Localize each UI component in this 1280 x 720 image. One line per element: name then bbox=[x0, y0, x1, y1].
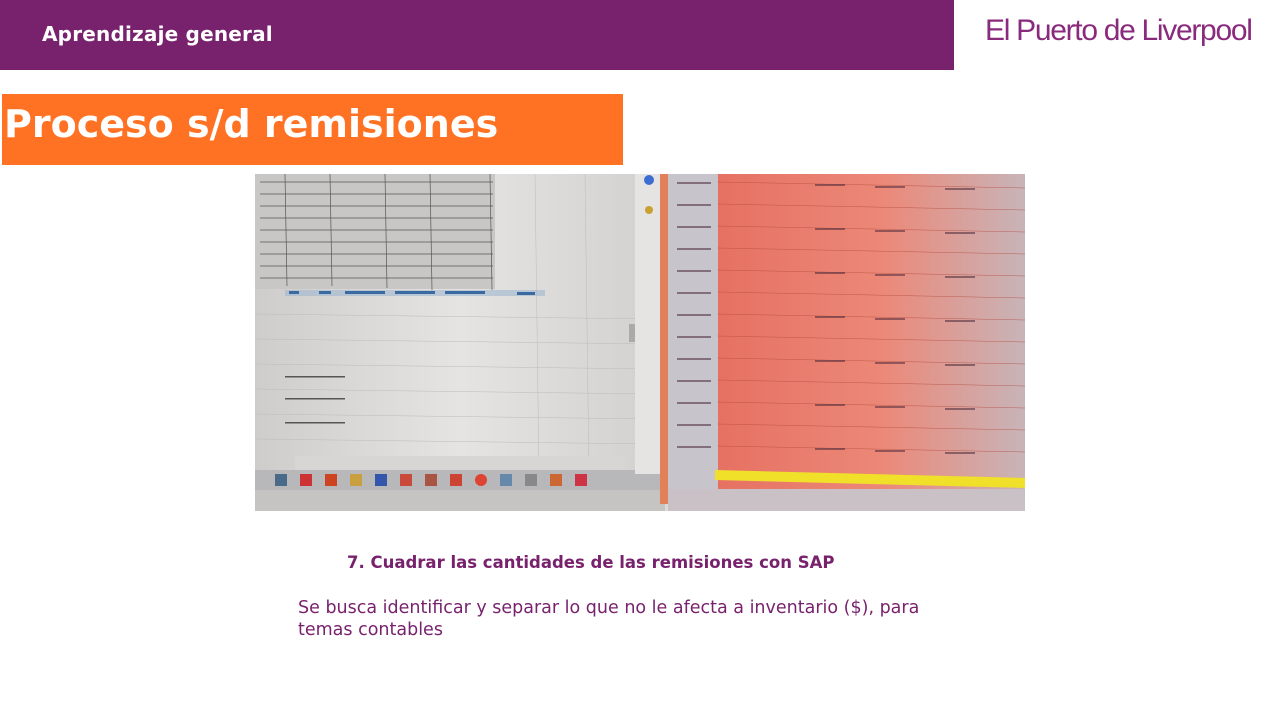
spreadsheet-photo bbox=[255, 174, 1025, 511]
step-description: Se busca identificar y separar lo que no le afecta a inventario ($), para temas contables bbox=[298, 598, 920, 640]
section-title: Aprendizaje general bbox=[42, 22, 273, 46]
section-header-bar bbox=[0, 0, 954, 70]
slide-title: Proceso s/d remisiones bbox=[4, 102, 499, 146]
brand-logo: El Puerto de Liverpool bbox=[985, 14, 1252, 47]
step-heading: 7. Cuadrar las cantidades de las remisiones con SAP bbox=[347, 553, 835, 572]
spreadsheet-photo-illustration bbox=[255, 174, 1025, 511]
title-banner bbox=[2, 94, 623, 165]
